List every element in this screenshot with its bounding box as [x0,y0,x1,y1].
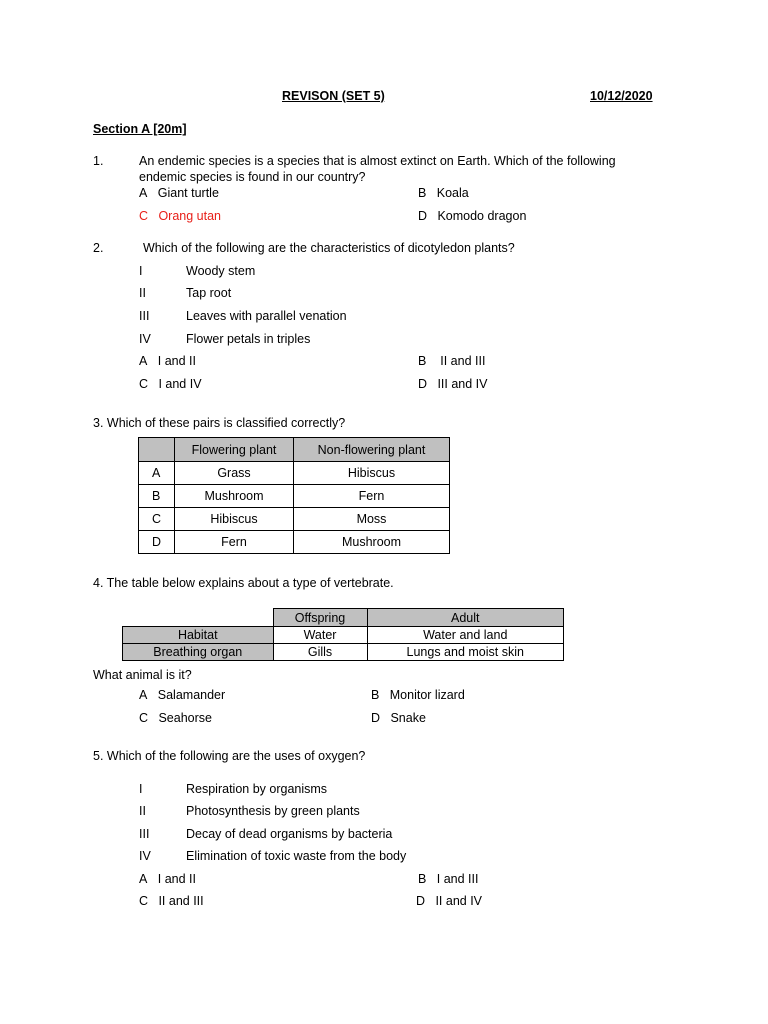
q5-option-d: D II and IV [416,894,483,908]
q3-row-d-flowering: Fern [175,531,294,554]
q4-row-habitat-offspring: Water [273,627,367,644]
q3-header-blank [139,438,175,462]
q4-option-d: D Snake [371,711,426,725]
page-title: REVISON (SET 5) [282,89,385,103]
q3-table-header [139,438,450,462]
q5-statement-3: Decay of dead organisms by bacteria [186,827,393,841]
q1-number: 1. [93,154,104,168]
q3-row-a-nonflowering: Hibiscus [294,462,450,485]
table-row [139,531,450,554]
q2-roman-1: I [139,264,143,278]
table-row [139,485,450,508]
q3-header-flowering: Flowering plant [175,438,294,462]
q1-text-line2: endemic species is found in our country? [139,170,366,184]
q2-roman-4: IV [139,332,151,346]
q3-table [138,437,450,554]
q1-option-a: A Giant turtle [139,186,219,200]
q2-roman-3: III [139,309,150,323]
q3-header-nonflowering: Non-flowering plant [294,438,450,462]
q3-row-d-letter: D [139,531,175,554]
q3-row-b-flowering: Mushroom [175,485,294,508]
q5-option-b: B I and III [418,872,479,886]
q2-roman-2: II [139,286,146,300]
q3-row-a-flowering: Grass [175,462,294,485]
q3-row-d-nonflowering: Mushroom [294,531,450,554]
q5-option-c: C II and III [139,894,204,908]
q2-text: Which of the following are the characteristics of dicotyledon plants? [143,241,515,255]
q3-row-c-nonflowering: Moss [294,508,450,531]
q5-roman-3: III [139,827,150,841]
q1-text-line1: An endemic species is a species that is almost extinct on Earth. Which of the following [139,154,616,168]
table-row [123,644,564,661]
q4-header-blank [123,609,274,627]
q2-option-c: C I and IV [139,377,202,391]
q2-statement-3: Leaves with parallel venation [186,309,347,323]
q4-table [122,608,564,661]
q4-header-adult: Adult [367,609,564,627]
q5-roman-2: II [139,804,146,818]
q5-text: 5. Which of the following are the uses of oxygen? [93,749,366,763]
table-row [139,508,450,531]
q5-roman-4: IV [139,849,151,863]
q2-option-a: A I and II [139,354,196,368]
q5-option-a: A I and II [139,872,196,886]
q4-option-b: B Monitor lizard [371,688,465,702]
q4-option-a: A Salamander [139,688,226,702]
q2-option-b: B II and III [418,354,486,368]
q5-statement-2: Photosynthesis by green plants [186,804,360,818]
q4-table-header [123,609,564,627]
q2-number: 2. [93,241,104,255]
q1-option-c: C Orang utan [139,209,221,223]
q3-row-c-letter: C [139,508,175,531]
q4-text: 4. The table below explains about a type of vertebrate. [93,576,394,590]
table-row [123,627,564,644]
table-row [139,462,450,485]
q4-option-c: C Seahorse [139,711,212,725]
q3-row-b-letter: B [139,485,175,508]
q2-statement-4: Flower petals in triples [186,332,311,346]
q3-row-c-flowering: Hibiscus [175,508,294,531]
q5-statement-4: Elimination of toxic waste from the body [186,849,407,863]
q5-statement-1: Respiration by organisms [186,782,328,796]
q2-option-d: D III and IV [418,377,488,391]
q4-question: What animal is it? [93,668,192,682]
q1-option-b: B Koala [418,186,469,200]
date: 10/12/2020 [590,89,653,103]
q5-roman-1: I [139,782,143,796]
q2-statement-1: Woody stem [186,264,256,278]
q3-text: 3. Which of these pairs is classified correctly? [93,416,346,430]
q1-option-d: D Komodo dragon [418,209,527,223]
q4-header-offspring: Offspring [273,609,367,627]
q4-row-habitat-adult: Water and land [367,627,564,644]
section-heading: Section A [20m] [93,122,187,136]
q3-row-b-nonflowering: Fern [294,485,450,508]
q4-row-breathing-label: Breathing organ [123,644,274,661]
q4-row-breathing-offspring: Gills [273,644,367,661]
q4-row-breathing-adult: Lungs and moist skin [367,644,564,661]
q4-row-habitat-label: Habitat [123,627,274,644]
q3-row-a-letter: A [139,462,175,485]
q2-statement-2: Tap root [186,286,232,300]
